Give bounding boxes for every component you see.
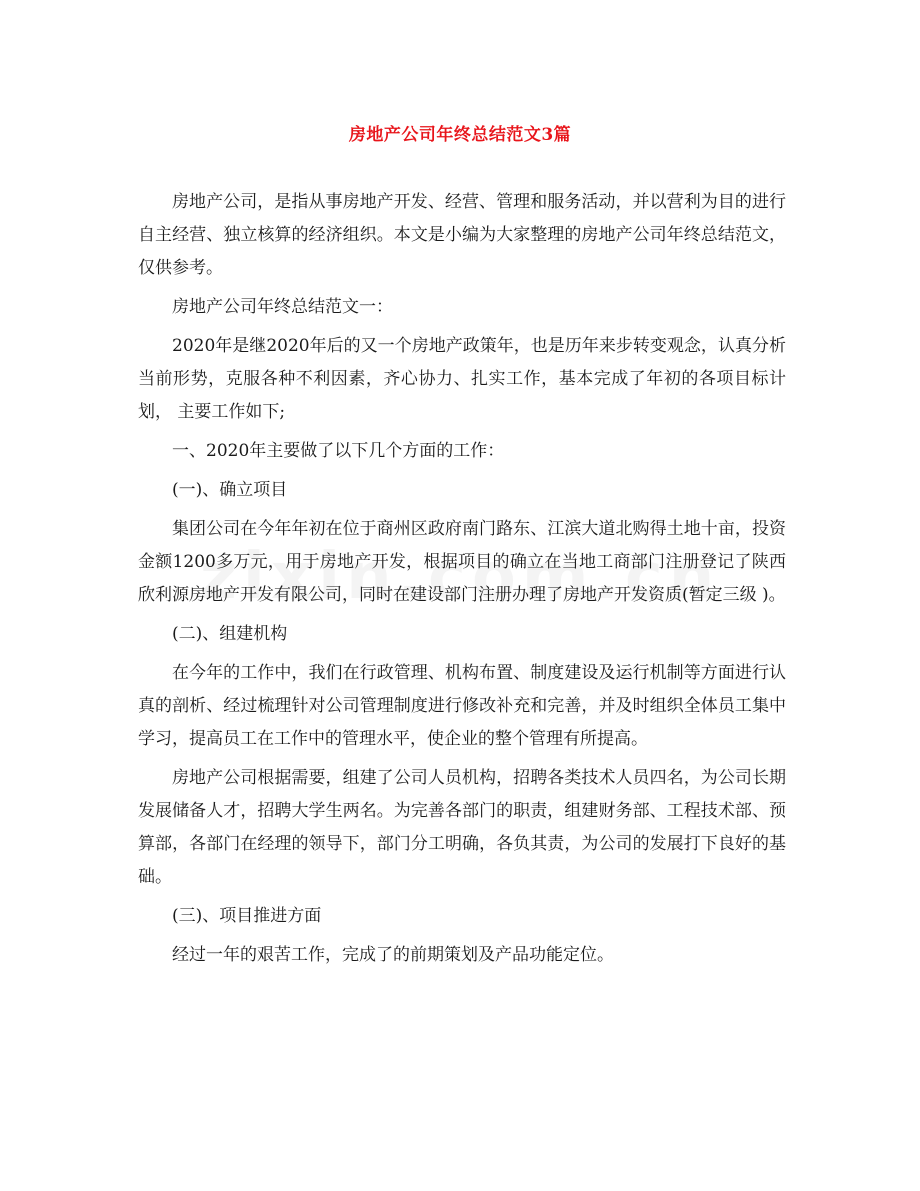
paragraph-heading-sample-one: 房地产公司年终总结范文一： (172, 297, 393, 317)
paragraph-project: 集团公司在今年年初在位于商州区政府南门路东、江滨大道北购得土地十亩，投资金额1200多万元，用于房地产开发，根据项目的确立在当地工商部门注册登记了陕西欣利源房地产开发有限公司，同时在建设部门注册办理了房地产开发资质(暂定三级 )。 (138, 519, 786, 605)
section-heading-main-work: 一、2020年主要做了以下几个方面的工作： (172, 441, 505, 461)
paragraph-intro: 房地产公司，是指从事房地产开发、经营、管理和服务活动，并以营利为目的进行自主经营、独立核算的经济组织。本文是小编为大家整理的房地产公司年终总结范文，仅供参考。 (138, 192, 786, 278)
subsection-heading-organization: (二)、组建机构 (172, 624, 288, 644)
document-title: 房地产公司年终总结范文3篇 (348, 125, 572, 145)
paragraph-staffing: 房地产公司根据需要，组建了公司人员机构，招聘各类技术人员四名，为公司长期发展储备人才，招聘大学生两名。为完善各部门的职责，组建财务部、工程技术部、预算部，各部门在经理的领导下，部门分工明确，各负其责，为公司的发展打下良好的基础。 (138, 768, 786, 887)
paragraph-progress: 经过一年的艰苦工作，完成了的前期策划及产品功能定位。 (172, 945, 614, 965)
document-body (138, 186, 786, 978)
paragraph-overview: 2020年是继2020年后的又一个房地产政策年，也是历年来步转变观念，认真分析当前形势，克服各种不利因素，齐心协力、扎实工作，基本完成了年初的各项目标计划， 主要工作如下; (138, 336, 786, 422)
subsection-heading-project: (一)、确立项目 (172, 480, 288, 500)
paragraph-management: 在今年的工作中，我们在行政管理、机构布置、制度建设及运行机制等方面进行认真的剖析、经过梳理针对公司管理制度进行修改补充和完善，并及时组织全体员工集中学习，提高员工在工作中的管理水平，使企业的整个管理有所提高。 (138, 663, 786, 749)
subsection-heading-progress: (三)、项目推进方面 (172, 906, 322, 926)
